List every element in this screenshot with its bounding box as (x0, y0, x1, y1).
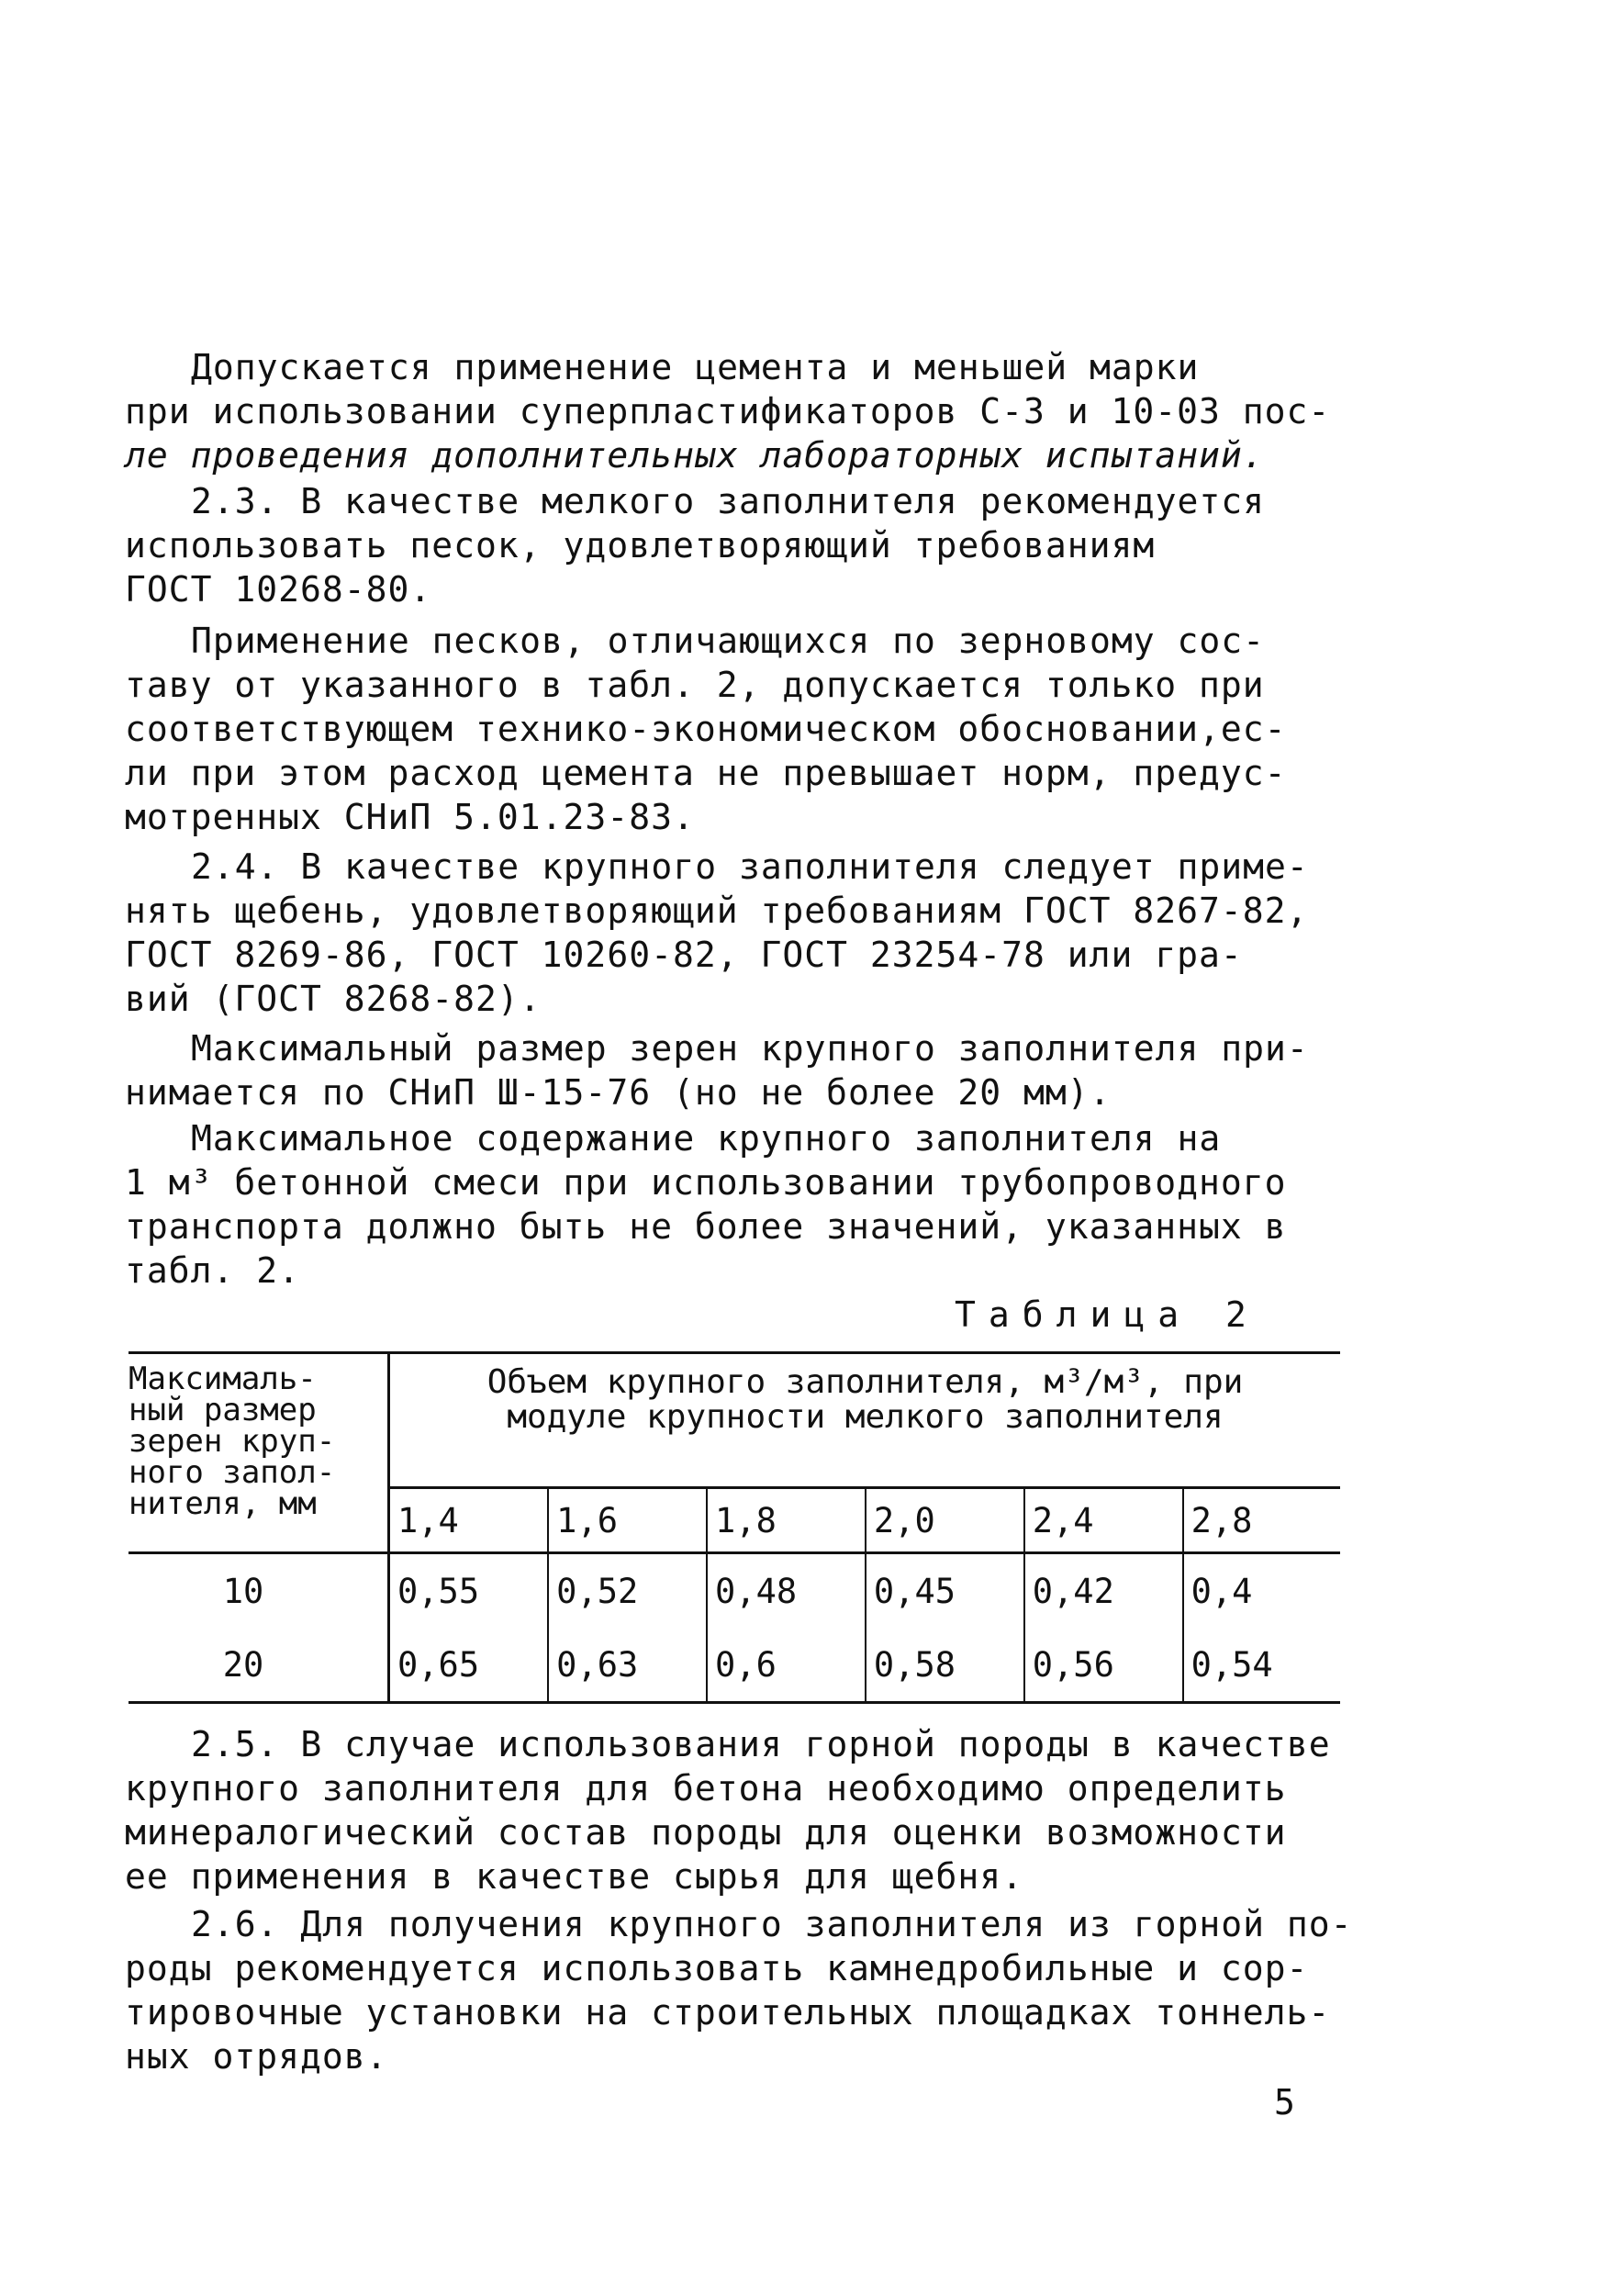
header-line: ный размер (129, 1392, 317, 1428)
page-number: 5 (1274, 2082, 1295, 2122)
table-header-size (129, 1353, 389, 1553)
text-line: 2.6. Для получения крупного заполнителя из горной по- (191, 1904, 1353, 1944)
text-line: мотренных СНиП 5.01.23-83. (125, 797, 695, 837)
table-cell: 0,48 (707, 1553, 866, 1629)
header-line: нителя, мм (129, 1485, 317, 1522)
text-line: ли при этом расход цемента не превышает норм, предус- (125, 753, 1287, 793)
table-cell-size: 10 (129, 1553, 389, 1629)
header-line: модуле крупности мелкого заполнителя (507, 1398, 1224, 1436)
text-line: минералогический состав породы для оценки возможности (125, 1812, 1287, 1853)
table-header-module: 1,6 (548, 1488, 707, 1553)
table-cell: 0,65 (389, 1628, 549, 1703)
text-line: ных отрядов. (125, 2036, 388, 2077)
text-line: транспорта должно быть не более значений, указанных в (125, 1206, 1287, 1247)
table-cell: 0,6 (707, 1628, 866, 1703)
table-cell: 0,54 (1183, 1628, 1340, 1703)
text-line: при использовании суперпластификаторов С-3 и 10-03 пос- (125, 391, 1331, 431)
text-line: 2.3. В качестве мелкого заполнителя рекомендуется (191, 481, 1266, 521)
text-line: Максимальный размер зерен крупного заполнителя при- (191, 1028, 1309, 1069)
table-row (129, 1628, 1340, 1703)
text-line: Применение песков, отличающихся по зерновому сос- (191, 621, 1266, 661)
aggregate-table (129, 1351, 1340, 1704)
text-line: 1 м³ бетонной смеси при использовании трубопроводного (125, 1162, 1287, 1203)
table-header-volume (389, 1353, 1341, 1488)
paragraph-max-content (125, 1116, 1373, 1293)
header-line: зерен круп- (129, 1423, 336, 1460)
header-line: Максималь- (129, 1361, 317, 1397)
table-row (129, 1553, 1340, 1629)
table-cell: 0,56 (1024, 1628, 1183, 1703)
header-line: Объем крупного заполнителя, м³/м³, при (486, 1363, 1244, 1401)
text-line: ГОСТ 10268-80. (125, 569, 432, 610)
table-header-module: 1,8 (707, 1488, 866, 1553)
text-line: ее применения в качестве сырья для щебня. (125, 1856, 1023, 1897)
text-line: крупного заполнителя для бетона необходимо определить (125, 1768, 1287, 1809)
text-line: вий (ГОСТ 8268-82). (125, 979, 542, 1019)
paragraph-2-3 (125, 479, 1373, 611)
text-line: Допускается применение цемента и меньшей марки (191, 347, 1200, 387)
text-line: табл. 2. (125, 1250, 301, 1291)
paragraph-2-5 (125, 1722, 1373, 1898)
table-cell: 0,42 (1024, 1553, 1183, 1629)
header-line: ного запол- (129, 1454, 336, 1491)
paragraph-2-4 (125, 845, 1373, 1021)
paragraph-2-6 (125, 1902, 1373, 2078)
table-cell: 0,52 (548, 1553, 707, 1629)
table-cell: 0,45 (866, 1553, 1024, 1629)
table-cell: 0,4 (1191, 1571, 1253, 1611)
table-cell: 0,58 (866, 1628, 1024, 1703)
text-line: ле проведения дополнительных лабораторных испытаний. (125, 435, 1265, 476)
text-line: тировочные установки на строительных площадках тоннель- (125, 1992, 1331, 2033)
text-line: нимается по СНиП Ш-15-76 (но не более 20 мм). (125, 1072, 1112, 1113)
text-line: таву от указанного в табл. 2, допускается только при (125, 665, 1265, 705)
table-cell-size: 20 (129, 1628, 389, 1703)
table-cell: 0,55 (389, 1553, 549, 1629)
table-cell: 0,63 (548, 1628, 707, 1703)
table-header-module: 2,8 (1183, 1488, 1340, 1553)
text-line: Максимальное содержание крупного заполнителя на (191, 1118, 1222, 1159)
text-line: роды рекомендуется использовать камнедробильные и сор- (125, 1948, 1309, 1988)
text-line: соответствующем технико-экономическом обосновании,ес- (125, 709, 1287, 749)
table-caption: Таблица 2 (955, 1294, 1259, 1335)
paragraph-max-size (125, 1026, 1373, 1114)
table-header-module: 2,0 (866, 1488, 1024, 1553)
paragraph-cement (125, 345, 1373, 477)
text-line: ГОСТ 8269-86, ГОСТ 10260-82, ГОСТ 23254-78 или гра- (125, 935, 1243, 975)
table-header-module: 2,4 (1024, 1488, 1183, 1553)
text-line: нять щебень, удовлетворяющий требованиям ГОСТ 8267-82, (125, 890, 1309, 931)
paragraph-sand (125, 619, 1373, 839)
table-header-module: 1,4 (389, 1488, 549, 1553)
text-line: 2.4. В качестве крупного заполнителя следует приме- (191, 846, 1309, 887)
text-line: 2.5. В случае использования горной породы в качестве (191, 1724, 1331, 1764)
text-line: использовать песок, удовлетворяющий требованиям (125, 525, 1156, 566)
